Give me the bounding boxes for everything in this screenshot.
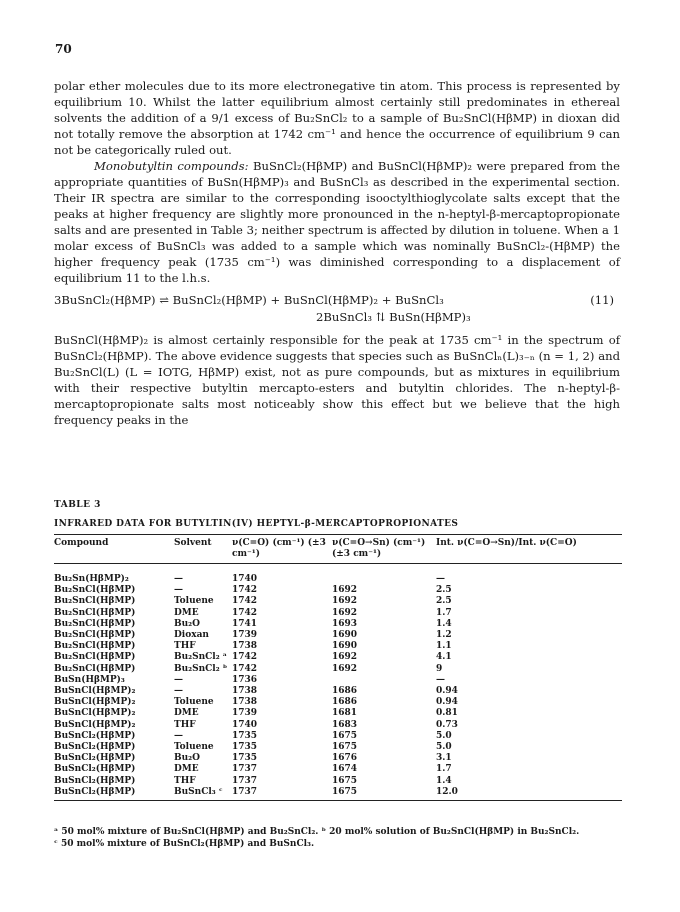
cell-coordinated-frequency: 1690: [332, 630, 358, 641]
cell-intensity-ratio: 5.0: [436, 730, 452, 741]
cell-coordinated-frequency: 1683: [332, 719, 358, 730]
cell-carbonyl-frequency: 1739: [232, 630, 258, 641]
cell-solvent: BuSnCl₃ ᶜ: [174, 786, 223, 797]
cell-coordinated-frequency: 1686: [332, 686, 358, 697]
cell-solvent: Toluene: [174, 596, 214, 607]
cell-carbonyl-frequency: 1738: [232, 641, 258, 652]
cell-intensity-ratio: 5.0: [436, 742, 452, 753]
paragraph-3: BuSnCl(HβMP)₂ is almost certainly responsible for the peak at 1735 cm⁻¹ in the spectrum of BuSnCl₂(HβMP). The above evidence suggests that species such as BuSnClₙ(L)₃₋ₙ (n = 1, 2) and Bu₂SnCl(L) (L = IOTG, HβMP) exist, not as pure compounds, but as mixtures in equilibrium with their respective butyltin mercapto-esters and butyltin chlorides. The n-heptyl-β-mercaptopropionate salts most noticeably show this effect but we believe that the high frequency peaks in the: [54, 333, 620, 427]
header-intensity-ratio: Int. ν(C=O→Sn)/Int. ν(C=O): [436, 538, 577, 548]
paragraph-2-text: prepared from the appropriate quantities of BuSn(HβMP)₃ and BuSnCl₃ as described in the experimental section. Their IR spectra are similar to the corresponding isooctylthioglycolate salts except that the peaks at higher frequency are slightly more pronounced in the n-heptyl-β-mercaptopropionate salts and are presented in Table 3; neither spectrum is affected by dilution in toluene. When a 1 molar excess of BuSnCl₃ was added to a sample which was nominally BuSnCl₂-(HβMP) the higher frequency peak (1735 cm⁻¹) was diminished corresponding to a displacement of equilibrium 11 to the l.h.s.: [54, 159, 621, 285]
table-row: [54, 686, 622, 697]
cell-coordinated-frequency: 1690: [332, 641, 358, 652]
cell-solvent: DME: [174, 764, 199, 775]
table-row: [54, 708, 622, 719]
cell-coordinated-frequency: 1693: [332, 618, 358, 629]
cell-coordinated-frequency: 1692: [332, 596, 358, 607]
cell-compound: BuSnCl(HβMP)₂: [54, 686, 136, 697]
cell-compound: BuSnCl₂(HβMP): [54, 730, 136, 741]
table-body: [54, 564, 622, 801]
cell-carbonyl-frequency: 1742: [232, 607, 258, 618]
cell-intensity-ratio: 1.7: [436, 607, 452, 618]
table-row: [54, 564, 622, 586]
cell-compound: BuSnCl(HβMP)₂: [54, 719, 136, 730]
cell-carbonyl-frequency: 1742: [232, 663, 258, 674]
cell-carbonyl-frequency: 1737: [232, 764, 258, 775]
cell-intensity-ratio: 9: [436, 663, 443, 674]
paragraph-2: [54, 158, 620, 286]
header-solvent: Solvent: [174, 538, 212, 548]
cell-solvent: THF: [174, 641, 196, 652]
table-header-row: [54, 535, 622, 564]
cell-coordinated-frequency: 1674: [332, 764, 358, 775]
cell-coordinated-frequency: 1692: [332, 607, 358, 618]
table-row: [54, 697, 622, 708]
table-row: [54, 787, 622, 801]
cell-intensity-ratio: 0.81: [436, 708, 458, 719]
cell-compound: Bu₂SnCl(HβMP): [54, 596, 136, 607]
cell-solvent: DME: [174, 708, 199, 719]
cell-carbonyl-frequency: 1738: [232, 697, 258, 708]
cell-intensity-ratio: 1.4: [436, 775, 452, 786]
cell-solvent: —: [174, 674, 183, 685]
cell-carbonyl-frequency: 1738: [232, 686, 258, 697]
table-row: [54, 753, 622, 764]
cell-coordinated-frequency: 1681: [332, 708, 358, 719]
section-lead: Monobutyltin compounds:: [94, 159, 249, 173]
cell-intensity-ratio: 1.2: [436, 630, 452, 641]
cell-carbonyl-frequency: 1735: [232, 742, 258, 753]
table-row: [54, 652, 622, 663]
cell-carbonyl-frequency: 1735: [232, 753, 258, 764]
cell-solvent: Bu₂O: [174, 618, 200, 629]
equation-line-2: 2BuSnCl₃ ⇅ BuSn(HβMP)₃: [316, 310, 471, 324]
cell-solvent: DME: [174, 607, 199, 618]
table-row: [54, 675, 622, 686]
cell-compound: Bu₂SnCl(HβMP): [54, 663, 136, 674]
table-row: [54, 608, 622, 619]
table-row: [54, 585, 622, 596]
cell-compound: BuSnCl₂(HβMP): [54, 742, 136, 753]
infrared-data-table: [54, 534, 622, 801]
table-footnotes: [54, 826, 624, 850]
cell-solvent: THF: [174, 719, 196, 730]
cell-compound: BuSnCl(HβMP)₂: [54, 708, 136, 719]
cell-solvent: —: [174, 730, 183, 741]
equation-line-1: 3BuSnCl₂(HβMP) ⇌ BuSnCl₂(HβMP) + BuSnCl(HβMP)₂ + BuSnCl₃: [54, 293, 444, 307]
cell-solvent: —: [174, 585, 183, 596]
cell-compound: BuSnCl₂(HβMP): [54, 753, 136, 764]
cell-intensity-ratio: 0.73: [436, 719, 458, 730]
cell-coordinated-frequency: 1692: [332, 585, 358, 596]
cell-carbonyl-frequency: 1739: [232, 708, 258, 719]
cell-coordinated-frequency: 1675: [332, 742, 358, 753]
cell-intensity-ratio: —: [436, 574, 445, 584]
cell-carbonyl-frequency: 1740: [232, 719, 258, 730]
cell-coordinated-frequency: 1675: [332, 786, 358, 797]
table-row: [54, 630, 622, 641]
cell-compound: BuSn(HβMP)₃: [54, 674, 125, 685]
cell-intensity-ratio: 3.1: [436, 753, 452, 764]
cell-intensity-ratio: 1.4: [436, 618, 452, 629]
cell-intensity-ratio: 12.0: [436, 786, 458, 797]
table-row: [54, 664, 622, 675]
cell-carbonyl-frequency: 1742: [232, 585, 258, 596]
cell-compound: BuSnCl₂(HβMP): [54, 786, 136, 797]
cell-intensity-ratio: 2.5: [436, 596, 452, 607]
paragraph-1: polar ether molecules due to its more electronegative tin atom. This process is represented by equilibrium 10. Whilst the latter equilibrium almost certainly still predominates in ethereal solvents the addition of a 9/1 excess of Bu₂SnCl₂ to a sample of Bu₂SnCl(HβMP) in dioxan did not totally remove the absorption at 1742 cm⁻¹ and hence the occurrence of equilibrium 9 can not be categorically ruled out.: [54, 79, 620, 157]
cell-compound: Bu₂SnCl(HβMP): [54, 652, 136, 663]
cell-solvent: THF: [174, 775, 196, 786]
header-coordinated-frequency: ν(C=O→Sn) (cm⁻¹) (±3 cm⁻¹): [332, 538, 426, 559]
table-row: [54, 776, 622, 787]
header-compound: Compound: [54, 538, 109, 548]
cell-intensity-ratio: 1.7: [436, 764, 452, 775]
cell-compound: Bu₂SnCl(HβMP): [54, 641, 136, 652]
cell-compound: Bu₂Sn(HβMP)₂: [54, 574, 129, 584]
equation-11: [54, 292, 620, 328]
body-text: [54, 78, 620, 428]
cell-solvent: Bu₂SnCl₂ ᵃ: [174, 652, 227, 663]
cell-compound: BuSnCl(HβMP)₂: [54, 697, 136, 708]
cell-carbonyl-frequency: 1735: [232, 730, 258, 741]
cell-compound: Bu₂SnCl(HβMP): [54, 607, 136, 618]
cell-solvent: —: [174, 686, 183, 697]
page-number: 70: [55, 42, 72, 56]
paragraph-2-lead-rest: BuSnCl₂(HβMP) and BuSnCl(HβMP)₂ were: [248, 159, 506, 173]
cell-carbonyl-frequency: 1740: [232, 574, 258, 584]
cell-solvent: —: [174, 574, 183, 584]
cell-intensity-ratio: 1.1: [436, 641, 452, 652]
cell-carbonyl-frequency: 1742: [232, 596, 258, 607]
table-row: [54, 742, 622, 753]
table-row: [54, 596, 622, 607]
cell-coordinated-frequency: 1686: [332, 697, 358, 708]
table-row: [54, 764, 622, 775]
cell-solvent: Toluene: [174, 742, 214, 753]
cell-compound: Bu₂SnCl(HβMP): [54, 630, 136, 641]
cell-carbonyl-frequency: 1741: [232, 618, 258, 629]
cell-compound: BuSnCl₂(HβMP): [54, 775, 136, 786]
cell-carbonyl-frequency: 1736: [232, 674, 258, 685]
table-caption: INFRARED DATA FOR BUTYLTIN(IV) HEPTYL-β-MERCAPTOPROPIONATES: [54, 519, 459, 529]
footnote-line-2: ᶜ 50 mol% mixture of BuSnCl₂(HβMP) and BuSnCl₃.: [54, 839, 315, 849]
footnote-line-1: ᵃ 50 mol% mixture of Bu₂SnCl(HβMP) and Bu₂SnCl₂. ᵇ 20 mol% solution of Bu₂SnCl(HβMP) in Bu₂SnCl₂.: [54, 827, 580, 837]
table-row: [54, 641, 622, 652]
cell-compound: BuSnCl₂(HβMP): [54, 764, 136, 775]
cell-intensity-ratio: 4.1: [436, 652, 452, 663]
table-row: [54, 731, 622, 742]
cell-intensity-ratio: —: [436, 674, 445, 685]
cell-coordinated-frequency: 1676: [332, 753, 358, 764]
cell-coordinated-frequency: 1692: [332, 663, 358, 674]
cell-coordinated-frequency: 1675: [332, 730, 358, 741]
cell-solvent: Toluene: [174, 697, 214, 708]
cell-compound: Bu₂SnCl(HβMP): [54, 585, 136, 596]
cell-solvent: Bu₂SnCl₂ ᵇ: [174, 663, 228, 674]
equation-number: (11): [590, 293, 614, 307]
cell-coordinated-frequency: [332, 564, 436, 586]
cell-coordinated-frequency: 1675: [332, 775, 358, 786]
table-row: [54, 720, 622, 731]
cell-intensity-ratio: 0.94: [436, 697, 458, 708]
cell-carbonyl-frequency: 1737: [232, 786, 258, 797]
cell-solvent: Bu₂O: [174, 753, 200, 764]
header-carbonyl-frequency: ν(C=O) (cm⁻¹) (±3 cm⁻¹): [232, 538, 326, 559]
cell-coordinated-frequency: [332, 675, 436, 686]
cell-coordinated-frequency: 1692: [332, 652, 358, 663]
cell-carbonyl-frequency: 1742: [232, 652, 258, 663]
cell-compound: Bu₂SnCl(HβMP): [54, 618, 136, 629]
table-label: TABLE 3: [54, 500, 101, 510]
cell-intensity-ratio: 0.94: [436, 686, 458, 697]
cell-carbonyl-frequency: 1737: [232, 775, 258, 786]
table-row: [54, 619, 622, 630]
cell-solvent: Dioxan: [174, 630, 209, 641]
cell-intensity-ratio: 2.5: [436, 585, 452, 596]
